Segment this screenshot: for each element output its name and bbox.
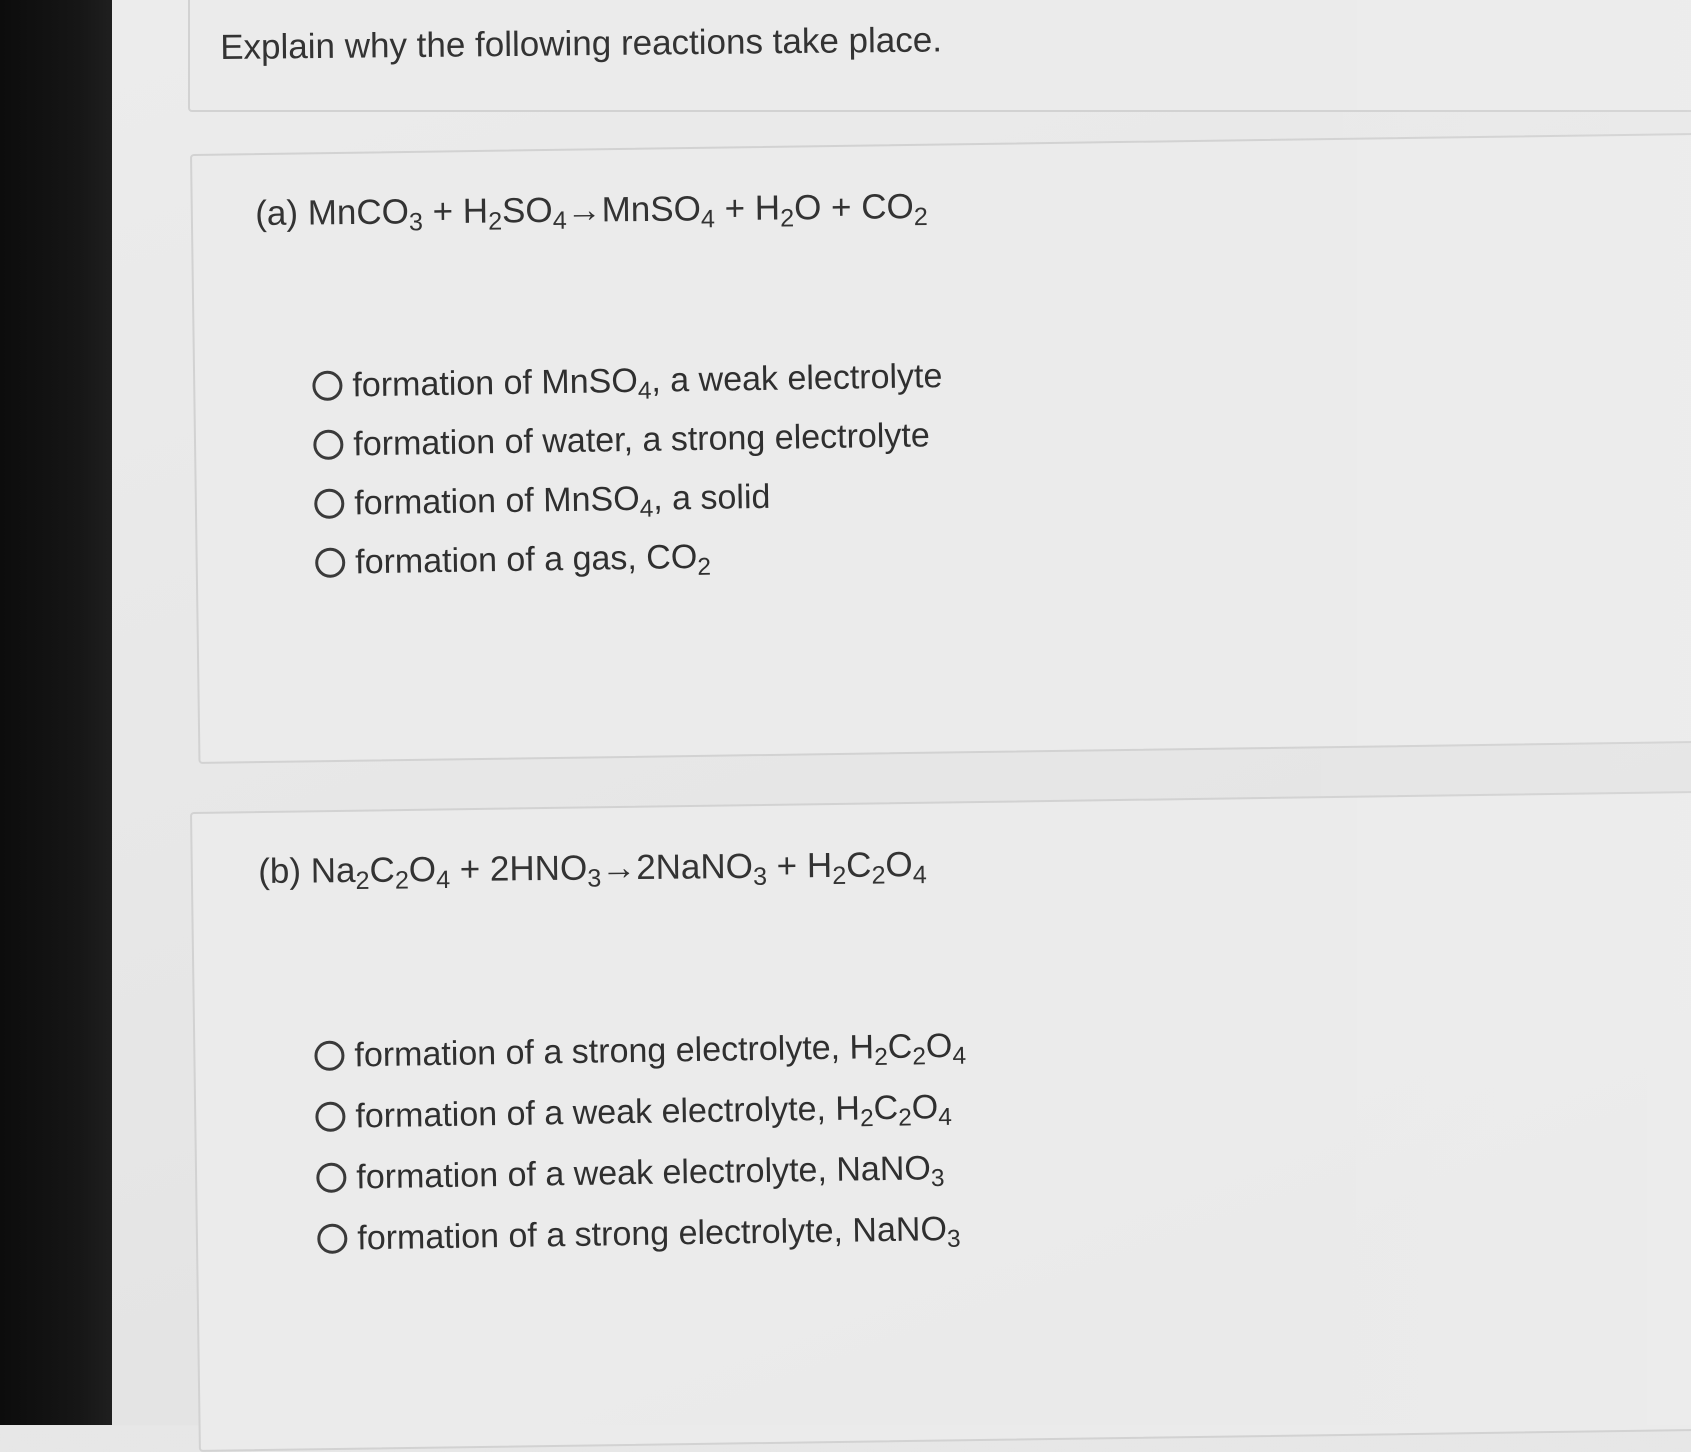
reaction-equation-b	[258, 845, 927, 896]
option-label: formation of a strong electrolyte, NaNO$_3$	[357, 1209, 961, 1257]
option-b2[interactable]	[315, 1078, 967, 1146]
radio-button-icon[interactable]	[314, 489, 344, 519]
plus-sign: +	[459, 849, 481, 889]
answer-options-b	[314, 1017, 969, 1271]
option-a3[interactable]	[314, 466, 945, 532]
plus-sign: +	[830, 187, 852, 227]
reaction-arrow: →	[600, 848, 637, 888]
radio-button-icon[interactable]	[315, 1102, 345, 1132]
product-a2: $H_2O$	[754, 188, 822, 233]
option-a2[interactable]	[313, 407, 944, 473]
answer-options-a	[312, 348, 946, 594]
plus-sign: +	[724, 188, 746, 229]
option-a4[interactable]	[315, 525, 946, 591]
question-instruction: Explain why the following reactions take place.	[220, 20, 943, 67]
option-b1[interactable]	[314, 1017, 966, 1085]
reactant-b1: $Na_2C_2O_4$	[310, 850, 451, 896]
radio-button-icon[interactable]	[313, 430, 343, 460]
plus-sign: +	[432, 191, 454, 232]
option-label: formation of a weak electrolyte, NaNO$_3$	[356, 1148, 945, 1196]
product-b2: $H_2C_2O_4$	[806, 845, 927, 891]
screen-bezel	[0, 0, 112, 1425]
reactant-a1: MnCO$_3$	[307, 192, 424, 237]
part-a-label: (a)	[255, 193, 299, 233]
reaction-arrow: →	[566, 190, 602, 230]
product-a1: MnSO$_4$	[601, 189, 716, 234]
option-label: formation of water, a strong electrolyte	[353, 415, 930, 463]
radio-button-icon[interactable]	[314, 1041, 344, 1071]
reaction-equation-a	[255, 187, 929, 237]
option-label: formation of MnSO$_4$, a solid	[353, 477, 771, 523]
reactant-a2: $H_2SO_4$	[462, 190, 567, 236]
radio-button-icon[interactable]	[317, 1224, 347, 1254]
option-label: formation of MnSO$_4$, a weak electrolyte	[352, 356, 943, 405]
part-b-label: (b)	[258, 851, 302, 891]
product-a3: $CO_2$	[861, 187, 929, 232]
option-label: formation of a gas, $CO_2$	[354, 537, 712, 581]
radio-button-icon[interactable]	[312, 371, 342, 401]
reactant-b2: $2HNO_3$	[489, 848, 602, 893]
option-b3[interactable]	[316, 1139, 968, 1207]
product-b1: 2NaNO$_3$	[635, 846, 768, 891]
radio-button-icon[interactable]	[316, 1163, 346, 1193]
option-b4[interactable]	[317, 1200, 969, 1268]
option-a1[interactable]	[312, 348, 943, 414]
plus-sign: +	[776, 846, 798, 886]
option-label: formation of a strong electrolyte, $H_2C_2O_4$	[354, 1026, 967, 1074]
radio-button-icon[interactable]	[315, 548, 345, 578]
option-label: formation of a weak electrolyte, $H_2C_2O_4$	[355, 1087, 953, 1135]
